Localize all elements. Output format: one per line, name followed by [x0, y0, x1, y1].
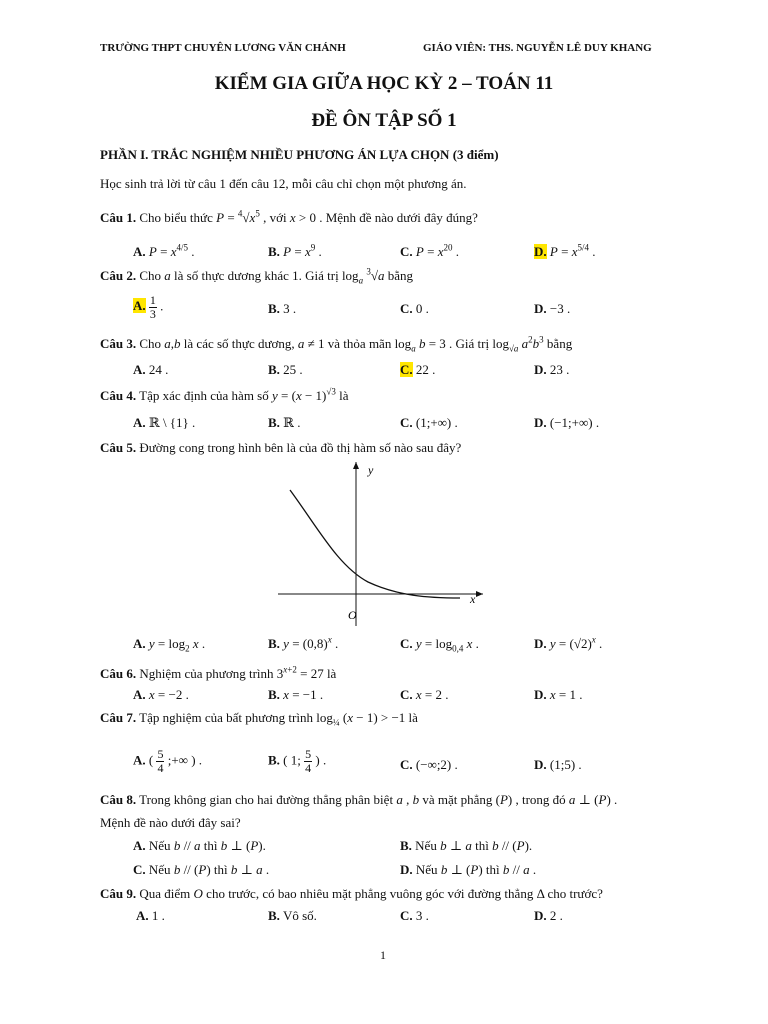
q5-option-c[interactable]: C. $y = \log_{0,4} x$ .: [400, 636, 479, 654]
origin-label: O: [348, 608, 357, 622]
question-label: Câu 6.: [100, 666, 137, 681]
question-8: Câu 8. Trong không gian cho hai đường thẳng phân biệt a , b và mặt phẳng (P) , trong đó a ⊥ (P) .: [100, 792, 618, 807]
question-9: Câu 9. Qua điểm O cho trước, có bao nhiêu mặt phẳng vuông góc với đường thẳng Δ cho trước?: [100, 886, 603, 901]
q1-option-a[interactable]: A. $P = x^{4/5}$ .: [133, 242, 195, 259]
q5-option-a[interactable]: A. $y = \log_2 x$ .: [133, 636, 206, 654]
q4-option-d[interactable]: D. (−1;+∞) .: [534, 415, 600, 430]
q7-option-a[interactable]: A. ( $\frac{5}{4}$ ;+∞ ) .: [133, 747, 203, 775]
question-3: Câu 3. Cho a,b là các số thực dương, a ≠ 1 và thỏa mãn $\log_a b = 3$ . Giá trị $\log_{√a} a^2b^3$ bằng: [100, 334, 573, 354]
q9-option-c[interactable]: C. 3 .: [400, 908, 429, 923]
q1-option-c[interactable]: C. $P = x^{20}$ .: [400, 242, 459, 259]
x-axis-label: x: [470, 592, 476, 606]
question-label: Câu 8.: [100, 792, 137, 807]
question-8-line2: Mệnh đề nào dưới đây sai?: [100, 815, 241, 830]
q3-option-c[interactable]: C. 22 .: [400, 362, 436, 377]
q7-option-d[interactable]: D. (1;5) .: [534, 757, 582, 772]
q1-option-b[interactable]: B. $P = x^9$ .: [268, 242, 322, 259]
question-1: Câu 1. Cho biểu thức $P = ^4√x^5$ , với x > 0 . Mệnh đề nào dưới đây đúng?: [100, 208, 478, 225]
question-label: Câu 4.: [100, 388, 137, 403]
question-4: Câu 4. Tập xác định của hàm số $y = (x - 1)^{√3}$ là: [100, 386, 349, 403]
q7-option-b[interactable]: B. ( 1; $\frac{5}{4}$ ) .: [268, 747, 327, 775]
question-text: Đường cong trong hình bên là của đồ thị hàm số nào sau đây?: [139, 440, 462, 455]
q4-option-c[interactable]: C. (1;+∞) .: [400, 415, 458, 430]
question-label: Câu 3.: [100, 336, 137, 351]
q9-option-d[interactable]: D. 2 .: [534, 908, 563, 923]
question-label: Câu 7.: [100, 710, 137, 725]
q6-option-b[interactable]: B. x = −1 .: [268, 687, 324, 702]
page-subtitle: ĐỀ ÔN TẬP SỐ 1: [311, 110, 457, 131]
question-label: Câu 9.: [100, 886, 137, 901]
question-2: Câu 2. Cho a là số thực dương khác 1. Giá trị $\log_a ^3√a$ bằng: [100, 266, 413, 286]
q2-option-c[interactable]: C. 0 .: [400, 301, 429, 316]
q7-option-c[interactable]: C. (−∞;2) .: [400, 757, 458, 772]
q8-option-c[interactable]: C. Nếu b // (P) thì b ⊥ a .: [133, 862, 270, 877]
q9-option-a[interactable]: A. 1 .: [136, 908, 165, 923]
q1-option-d[interactable]: D. $P = x^{5/4}$ .: [534, 242, 596, 259]
exponential-graph: [278, 458, 488, 628]
q6-option-c[interactable]: C. x = 2 .: [400, 687, 449, 702]
q8-option-b[interactable]: B. Nếu b ⊥ a thì b // (P).: [400, 838, 533, 853]
page-title: KIỂM GIA GIỮA HỌC KỲ 2 – TOÁN 11: [214, 73, 554, 94]
question-label: Câu 5.: [100, 440, 137, 455]
part1-heading: PHẦN I. TRẮC NGHIỆM NHIỀU PHƯƠNG ÁN LỰA CHỌN (3 điểm): [100, 147, 499, 162]
q3-option-a[interactable]: A. 24 .: [133, 362, 169, 377]
x-axis-arrow: [476, 591, 483, 597]
q2-option-b[interactable]: B. 3 .: [268, 301, 297, 316]
question-label: Câu 1.: [100, 210, 137, 225]
q8-option-a[interactable]: A. Nếu b // a thì b ⊥ (P).: [133, 838, 266, 853]
q6-option-d[interactable]: D. x = 1 .: [534, 687, 583, 702]
part1-instruction: Học sinh trả lời từ câu 1 đến câu 12, mỗi câu chỉ chọn một phương án.: [100, 176, 467, 191]
question-6: Câu 6. Nghiệm của phương trình $3^{x+2} = 27$ là: [100, 664, 337, 681]
function-curve: [290, 490, 460, 598]
question-7: Câu 7. Tập nghiệm của bất phương trình $\log_{\frac{1}{4}} (x - 1) > -1$ là: [100, 710, 418, 728]
q9-option-b[interactable]: B. Vô số.: [268, 908, 317, 923]
q4-option-a[interactable]: A. ℝ \ {1} .: [133, 415, 196, 430]
question-label: Câu 2.: [100, 268, 137, 283]
q3-option-d[interactable]: D. 23 .: [534, 362, 570, 377]
q5-option-b[interactable]: B. $y = (0,8)^x$ .: [268, 634, 339, 651]
q4-option-b[interactable]: B. ℝ .: [268, 415, 301, 430]
q8-option-d[interactable]: D. Nếu b ⊥ (P) thì b // a .: [400, 862, 537, 877]
school-name: TRƯỜNG THPT CHUYÊN LƯƠNG VĂN CHÁNH: [100, 42, 346, 54]
question-5: [100, 440, 461, 456]
y-axis-arrow: [353, 462, 359, 469]
page-number: 1: [380, 948, 386, 962]
q5-option-d[interactable]: D. $y = (√2)^x$ .: [534, 634, 603, 651]
q2-option-d[interactable]: D. −3 .: [534, 301, 571, 316]
q3-option-b[interactable]: B. 25 .: [268, 362, 303, 377]
q2-option-a[interactable]: A. $\frac{1}{3}$ .: [133, 293, 164, 321]
y-axis-label: y: [368, 463, 374, 477]
teacher-name: GIÁO VIÊN: THS. NGUYỄN LÊ DUY KHANG: [423, 42, 652, 54]
q6-option-a[interactable]: A. x = −2 .: [133, 687, 189, 702]
